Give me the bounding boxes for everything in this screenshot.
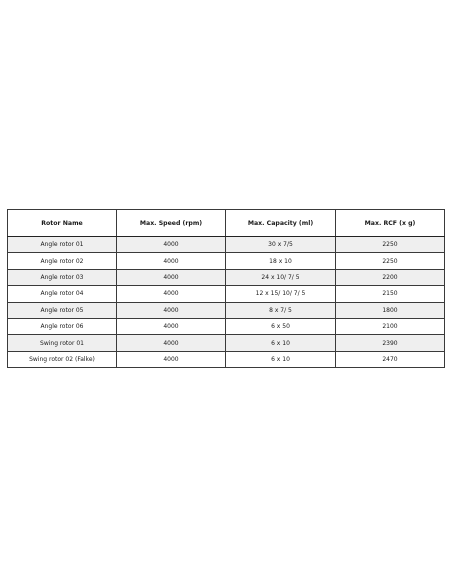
table-row	[8, 269, 445, 285]
cell-max-capacity: 6 x 10	[226, 335, 336, 351]
cell-rotor-name: Angle rotor 01	[8, 237, 117, 253]
cell-rotor-name: Angle rotor 05	[8, 302, 117, 318]
cell-max-rcf: 2150	[336, 286, 445, 302]
cell-rotor-name: Angle rotor 06	[8, 318, 117, 334]
cell-max-speed: 4000	[117, 286, 226, 302]
cell-max-capacity: 6 x 10	[226, 351, 336, 367]
table-row	[8, 302, 445, 318]
table-header-row	[8, 210, 445, 237]
header-max-capacity: Max. Capacity (ml)	[226, 210, 336, 237]
header-rotor-name: Rotor Name	[8, 210, 117, 237]
cell-max-capacity: 30 x 7/5	[226, 237, 336, 253]
cell-max-rcf: 2390	[336, 335, 445, 351]
cell-max-speed: 4000	[117, 318, 226, 334]
cell-rotor-name: Swing rotor 01	[8, 335, 117, 351]
cell-rotor-name: Angle rotor 04	[8, 286, 117, 302]
cell-rotor-name: Angle rotor 02	[8, 253, 117, 269]
cell-max-rcf: 1800	[336, 302, 445, 318]
table-row	[8, 318, 445, 334]
cell-max-speed: 4000	[117, 237, 226, 253]
table-row	[8, 335, 445, 351]
cell-max-rcf: 2200	[336, 269, 445, 285]
cell-max-rcf: 2250	[336, 253, 445, 269]
rotor-specs-table-container	[7, 209, 444, 368]
cell-max-capacity: 8 x 7/ 5	[226, 302, 336, 318]
table-row	[8, 253, 445, 269]
table-row	[8, 286, 445, 302]
rotor-specs-table	[7, 209, 445, 368]
cell-max-speed: 4000	[117, 302, 226, 318]
cell-rotor-name: Swing rotor 02 (Falke)	[8, 351, 117, 367]
cell-rotor-name: Angle rotor 03	[8, 269, 117, 285]
cell-max-rcf: 2100	[336, 318, 445, 334]
cell-max-speed: 4000	[117, 351, 226, 367]
cell-max-capacity: 6 x 50	[226, 318, 336, 334]
header-max-rcf: Max. RCF (x g)	[336, 210, 445, 237]
cell-max-capacity: 12 x 15/ 10/ 7/ 5	[226, 286, 336, 302]
table-row	[8, 237, 445, 253]
cell-max-speed: 4000	[117, 269, 226, 285]
cell-max-speed: 4000	[117, 253, 226, 269]
cell-max-rcf: 2470	[336, 351, 445, 367]
cell-max-capacity: 24 x 10/ 7/ 5	[226, 269, 336, 285]
header-max-speed: Max. Speed (rpm)	[117, 210, 226, 237]
cell-max-speed: 4000	[117, 335, 226, 351]
cell-max-capacity: 18 x 10	[226, 253, 336, 269]
cell-max-rcf: 2250	[336, 237, 445, 253]
table-row	[8, 351, 445, 367]
